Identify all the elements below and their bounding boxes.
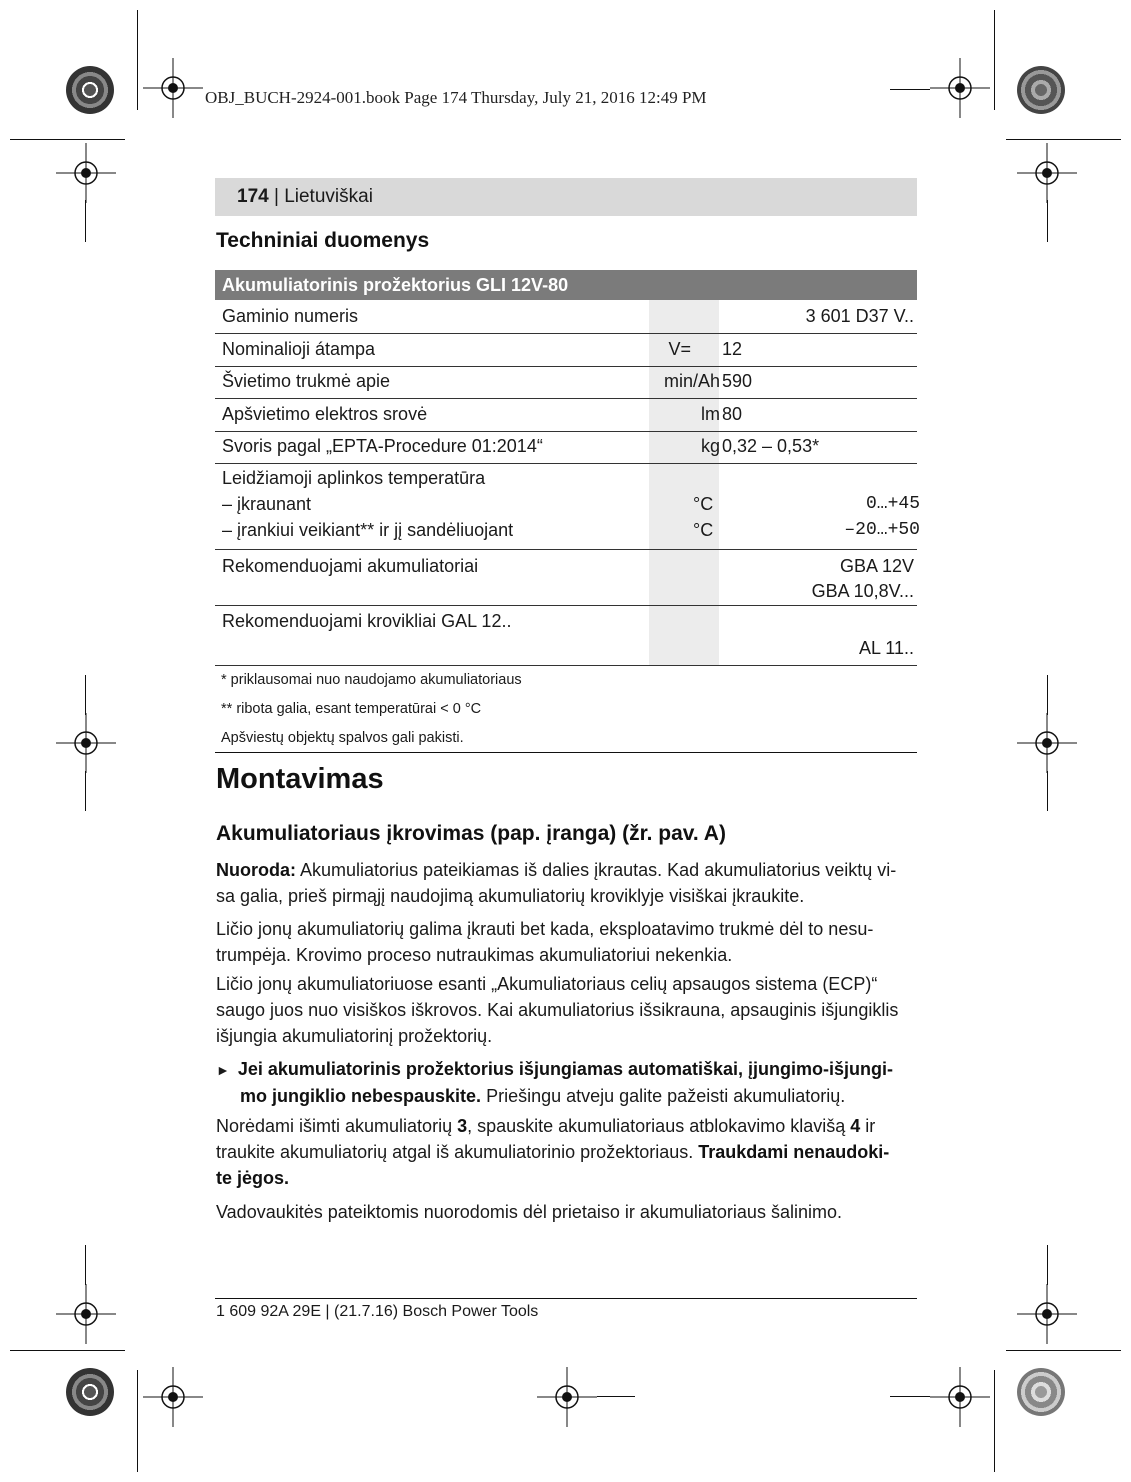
- footnote: ** ribota galia, esant temperatūrai < 0 °C: [221, 701, 482, 717]
- table-end-rule: [215, 752, 917, 753]
- crop-mark: [85, 1245, 86, 1285]
- print-header: OBJ_BUCH-2924-001.book Page 174 Thursday, July 21, 2016 12:49 PM: [205, 88, 707, 107]
- registration-mark: [537, 1367, 597, 1427]
- row-value: 0…+45: [865, 494, 920, 514]
- row-value: 3 601 D37 V..: [805, 306, 914, 326]
- bullet-arrow-icon: ►: [216, 1062, 230, 1078]
- row-label: Švietimo trukmė apie: [222, 371, 391, 391]
- paragraph: [216, 971, 918, 1049]
- table-row: [215, 550, 917, 606]
- ref-number: 3: [457, 1116, 468, 1136]
- warning-bold: mo jungiklio nebespauskite.: [240, 1086, 482, 1106]
- crop-mark: [890, 1396, 930, 1397]
- row-value: 0,32 – 0,53*: [722, 436, 820, 456]
- registration-mark: [56, 1284, 116, 1344]
- crop-mark: [1047, 771, 1048, 811]
- crop-mark: [1047, 675, 1048, 715]
- footnote: Apšviestų objektų spalvos gali pakisti.: [221, 730, 464, 746]
- tech-data-table: [215, 270, 920, 658]
- header-separator: |: [268, 186, 285, 207]
- row-unit: °C: [693, 520, 714, 540]
- row-label: Svoris pagal „EPTA-Procedure 01:2014“: [222, 436, 543, 456]
- tech-data-heading: Techniniai duomenys: [216, 229, 430, 252]
- table-row: [215, 464, 920, 550]
- row-value: –20…+50: [844, 520, 920, 540]
- table-row: [215, 367, 917, 399]
- paragraph-text: , spauskite akumuliatoriaus atblokavimo klavišą: [467, 1116, 851, 1136]
- warning-item: [216, 1056, 918, 1109]
- crop-mark: [137, 10, 138, 110]
- registration-mark: [143, 1367, 203, 1427]
- row-label: Gaminio numeris: [222, 306, 359, 326]
- crop-mark: [597, 1396, 635, 1397]
- row-value: 12: [722, 339, 743, 359]
- crop-mark: [1047, 1245, 1048, 1285]
- crop-mark: [890, 89, 930, 90]
- paragraph: [216, 916, 918, 968]
- table-row: [215, 606, 917, 666]
- crop-mark: [85, 771, 86, 811]
- registration-mark: [930, 58, 990, 118]
- registration-mark: [1017, 143, 1077, 203]
- crop-mark: [85, 200, 86, 242]
- paragraph-text: ir: [860, 1116, 876, 1136]
- row-sublabel: – įrankiui veikiant** ir jį sandėliuojant: [222, 520, 514, 540]
- row-unit: V=: [668, 339, 691, 359]
- paragraph-bold: te jėgos.: [216, 1168, 290, 1188]
- paragraph: [216, 1113, 918, 1191]
- paragraph: Vadovaukitės pateiktomis nuorodomis dėl prietaiso ir akumuliatoriaus šalinimo.: [216, 1202, 842, 1222]
- registration-mark: [1017, 1284, 1077, 1344]
- table-row: [215, 334, 917, 367]
- row-label: Rekomenduojami krovikliai GAL 12..: [222, 611, 512, 631]
- row-unit: min/Ah: [663, 371, 720, 391]
- page-number: 174: [237, 186, 269, 207]
- ref-number: 4: [850, 1116, 861, 1136]
- crop-mark: [10, 139, 125, 140]
- page-footer: 1 609 92A 29E | (21.7.16) Bosch Power Tools: [216, 1303, 539, 1320]
- row-unit: kg: [700, 436, 720, 456]
- crop-mark: [994, 1370, 995, 1472]
- paragraph-line: Priešingu atveju galite pažeisti akumuliatorių.: [481, 1086, 846, 1106]
- crop-mark: [10, 1350, 125, 1351]
- page-header-band: [215, 178, 917, 216]
- row-label: Rekomenduojami akumuliatoriai: [222, 556, 479, 576]
- row-label: Nominalioji átampa: [222, 339, 376, 359]
- row-label: Apšvietimo elektros srovė: [222, 404, 428, 424]
- paragraph-text: Norėdami išimti akumuliatorių: [216, 1116, 458, 1136]
- footer-rule: [215, 1298, 917, 1299]
- crop-mark: [85, 675, 86, 715]
- paragraph-line: saugo juos nuo visiškos iškrovos. Kai akumuliatorius išsikrauna, apsauginis išjungiklis: [216, 1000, 899, 1020]
- crop-mark: [1006, 139, 1121, 140]
- row-value: GBA 12V: [839, 556, 914, 576]
- registration-mark: [56, 713, 116, 773]
- row-label: Leidžiamoji aplinkos temperatūra: [222, 468, 486, 488]
- crop-mark: [994, 10, 995, 110]
- row-unit: lm: [701, 404, 720, 424]
- color-rosette: [1017, 66, 1065, 114]
- paragraph-line: Akumuliatorius pateikiamas iš dalies įkrautas. Kad akumuliatorius veiktų vi-: [296, 860, 897, 880]
- table-row: [215, 432, 917, 464]
- registration-mark: [1017, 713, 1077, 773]
- paragraph-line: trumpėja. Krovimo proceso nutraukimas akumuliatoriui nekenkia.: [216, 945, 733, 965]
- row-unit: °C: [693, 494, 714, 514]
- row-value: AL 11..: [858, 638, 914, 658]
- row-value: 80: [722, 404, 743, 424]
- table-row: [215, 300, 917, 334]
- color-rosette: [1017, 1368, 1065, 1416]
- table-row: [215, 399, 917, 432]
- subsection-title: Akumuliatoriaus įkrovimas (pap. įranga) (žr. pav. A): [216, 822, 726, 845]
- color-rosette: [66, 66, 114, 114]
- row-value: 590: [722, 371, 753, 391]
- color-rosette: [66, 1368, 114, 1416]
- page-language: Lietuviškai: [284, 186, 373, 207]
- warning-bold: Jei akumuliatorinis prožektorius išjungiamas automatiškai, įjungimo-išjungi-: [237, 1059, 893, 1079]
- paragraph-text: traukite akumuliatorių atgal iš akumuliatorinio prožektoriaus.: [216, 1142, 699, 1162]
- registration-mark: [56, 143, 116, 203]
- paragraph-line: Ličio jonų akumuliatorių galima įkrauti bet kada, eksploatavimo trukmė dėl to nesu-: [216, 919, 874, 939]
- section-title: Montavimas: [216, 763, 384, 795]
- page-header: [237, 186, 373, 208]
- paragraph-bold: Traukdami nenaudoki-: [698, 1142, 890, 1162]
- crop-mark: [137, 1370, 138, 1472]
- table-header: Akumuliatorinis prožektorius GLI 12V-80: [215, 270, 917, 300]
- paragraph-line: išjungia akumuliatorinį prožektorių.: [216, 1026, 493, 1046]
- note-label: Nuoroda:: [216, 860, 296, 880]
- registration-mark: [930, 1367, 990, 1427]
- crop-mark: [1006, 1350, 1121, 1351]
- registration-mark: [143, 58, 203, 118]
- row-sublabel: – įkraunant: [222, 494, 312, 514]
- paragraph-note: [216, 857, 918, 909]
- crop-mark: [1047, 200, 1048, 242]
- paragraph-line: Ličio jonų akumuliatoriuose esanti „Akumuliatoriaus celių apsaugos sistema (ECP)“: [216, 974, 878, 994]
- paragraph-line: sa galia, prieš pirmąjį naudojimą akumuliatorių kroviklyje visiškai įkraukite.: [216, 886, 805, 906]
- row-value: GBA 10,8V...: [811, 581, 914, 601]
- footnote: * priklausomai nuo naudojamo akumuliatoriaus: [221, 672, 522, 688]
